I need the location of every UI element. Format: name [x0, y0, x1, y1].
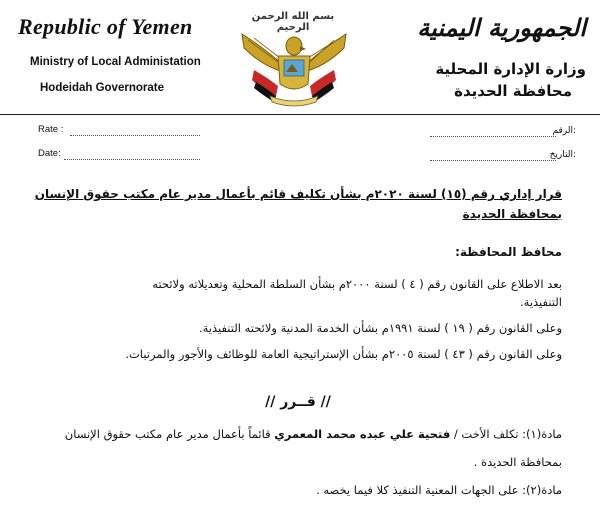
article-2: مادة(٢): على الجهات المعنية التنفيذ كلا فيما يخصه .	[316, 483, 562, 497]
preamble-line: بعد الاطلاع على القانون رقم ( ٤ ) لسنة ٢٠٠٠م بشأن السلطة المحلية وتعديلاته ولائحته	[152, 277, 562, 291]
preamble-line: وعلى القانون رقم ( ١٩ ) لسنة ١٩٩١م بشأن الخدمة المدنية ولائحته التنفيذية.	[198, 321, 562, 335]
article-1	[34, 426, 562, 443]
letterhead-country-ar: الجمهورية اليمنية	[417, 14, 586, 42]
letterhead-governorate-en: Hodeidah Governorate	[40, 82, 164, 94]
letterhead-ministry-ar: وزارة الإدارة المحلية	[435, 60, 586, 78]
date-field	[64, 159, 200, 160]
preamble-line: التنفيذية.	[520, 295, 562, 309]
letterhead-ministry-en: Ministry of Local Administation	[30, 56, 201, 68]
letterhead-governorate-ar: محافظة الحديدة	[454, 82, 572, 100]
decision-title-line1: قرار إداري رقم (١٥) لسنة ٢٠٢٠م بشأن تكليف قائم بأعمال مدير عام مكتب حقوق الإنسان	[34, 187, 562, 201]
date-label-en: Date:	[38, 148, 61, 159]
decision-title-line2: بمحافظة الحديدة	[462, 207, 562, 221]
eagle-emblem-icon	[234, 26, 354, 108]
number-label-ar: :الرقم	[552, 126, 576, 136]
number-field	[430, 136, 556, 137]
article-1-name: فتحية علي عبده محمد المعمري	[274, 427, 451, 441]
rate-label-en: Rate :	[38, 124, 64, 135]
preamble-line: وعلى القانون رقم ( ٤٣ ) لسنة ٢٠٠٥م بشأن الإستراتيجية العامة للوظائف والأجور والمرتبات.	[125, 347, 562, 361]
date-field-ar	[430, 160, 556, 161]
basmala: بسم الله الرحمن الرحيم	[251, 11, 335, 33]
article-1-rest: قائماً بأعمال مدير عام مكتب حقوق الإنسان	[64, 427, 271, 441]
article-1-label: مادة(١): تكلف الأخت /	[453, 427, 562, 441]
article-1-line2: بمحافظة الحديدة .	[473, 455, 562, 469]
header-separator	[0, 114, 600, 115]
letterhead-country-en: Republic of Yemen	[18, 14, 193, 39]
rate-field	[70, 135, 200, 136]
decides-heading: // قــرر //	[265, 394, 331, 410]
date-label-ar: :التاريخ	[549, 150, 576, 160]
governor-heading: محافظ المحافظة:	[455, 245, 562, 259]
